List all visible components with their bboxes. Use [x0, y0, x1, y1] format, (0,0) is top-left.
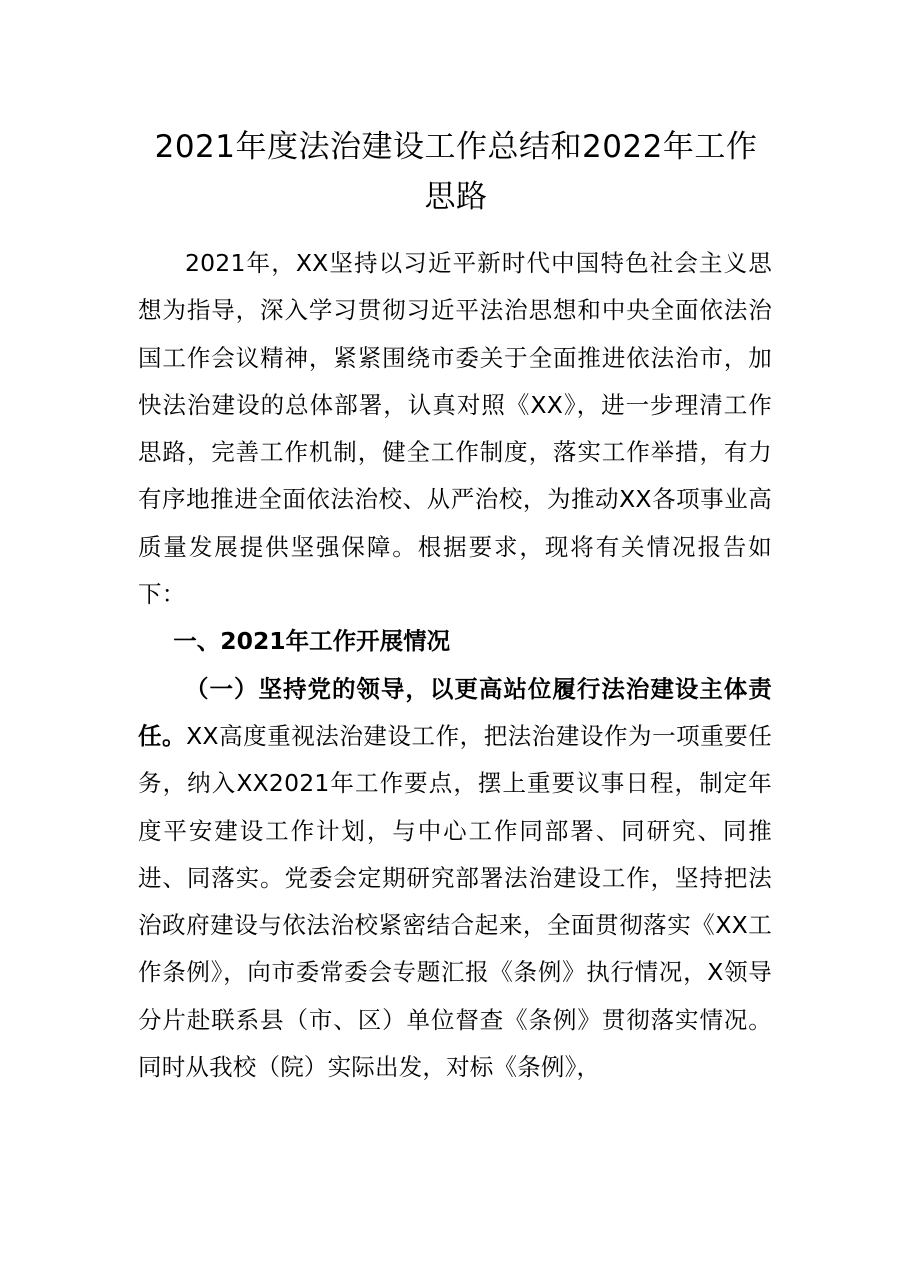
intro-paragraph: 2021年，XX坚持以习近平新时代中国特色社会主义思想为指导，深入学习贯彻习近平法治思想和中央全面依法治国工作会议精神，紧紧围绕市委关于全面推进依法治市，加快法治建设的总体部署，认真对照《XX》，进一步理清工作思路，完善工作机制，健全工作制度，落实工作举措，有力有序地推进全面依法治校、从严治校，为推动XX各项事业高质量发展提供坚强保障。根据要求，现将有关情况报告如下： — [138, 249, 772, 609]
subsection-body-text: XX高度重视法治建设工作，把法治建设作为一项重要任务，纳入XX2021年工作要点，摆上重要议事日程，制定年度平安建设工作计划，与中心工作同部署、同研究、同推进、同落实。党委会定期研究部署法治建设工作，坚持把法治政府建设与依法治校紧密结合起来，全面贯彻落实《XX工作条例》，向市委常委会专题汇报《条例》执行情况，X领导分片赴联系县（市、区）单位督查《条例》贯彻落实情况。同时从我校（院）实际出发，对标《条例》， — [138, 721, 773, 1082]
subsection-lead-heading: （一）坚持党的领导，以更高站位履行法治建设主体责任。 — [138, 674, 772, 750]
document-title: 2021年度法治建设工作总结和2022年工作思路 — [154, 129, 758, 215]
document-body — [138, 240, 772, 1091]
subsection-paragraph-party-leadership — [138, 666, 772, 1092]
section-heading-2021-work: 一、2021年工作开展情况 — [173, 627, 451, 656]
